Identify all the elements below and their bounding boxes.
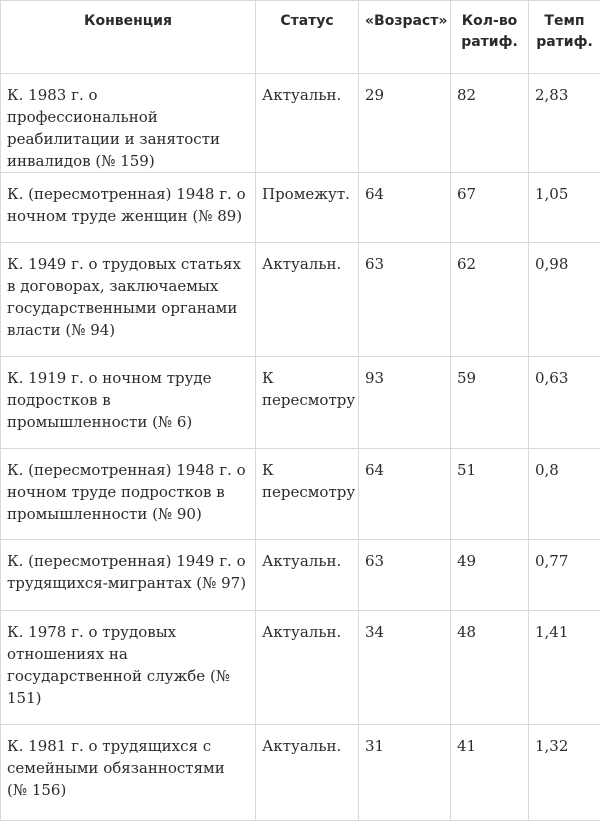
cell-status: Актуальн. [256, 725, 359, 821]
table-row [1, 725, 600, 821]
cell-ratif-rate: 0,63 [529, 357, 600, 449]
cell-convention: К. (пересмотренная) 1949 г. о трудящихся-мигрантах (№ 97) [1, 540, 256, 611]
cell-ratif-count: 41 [451, 725, 529, 821]
cell-ratif-count: 82 [451, 74, 529, 173]
cell-ratif-rate: 1,41 [529, 611, 600, 725]
cell-age: 93 [359, 357, 451, 449]
cell-ratif-count: 49 [451, 540, 529, 611]
cell-status: Актуальн. [256, 611, 359, 725]
table-row [1, 540, 600, 611]
table-row [1, 243, 600, 357]
cell-age: 31 [359, 725, 451, 821]
header-ratif-rate [529, 1, 600, 74]
header-status: Статус [256, 1, 359, 74]
cell-convention: К. 1983 г. о профессиональной реабилитации и занятости инвалидов (№ 159) [1, 74, 256, 173]
cell-age: 63 [359, 243, 451, 357]
cell-status: Актуальн. [256, 74, 359, 173]
header-ratif-count-line1: Кол-во [461, 13, 518, 29]
cell-ratif-rate: 0,77 [529, 540, 600, 611]
cell-ratif-count: 48 [451, 611, 529, 725]
header-ratif-count [451, 1, 529, 74]
header-ratif-count-line2: ратиф. [461, 34, 518, 50]
table-row [1, 449, 600, 540]
cell-age: 29 [359, 74, 451, 173]
cell-status: Актуальн. [256, 540, 359, 611]
cell-status: К пересмотру [256, 357, 359, 449]
cell-age: 64 [359, 173, 451, 243]
cell-age: 34 [359, 611, 451, 725]
header-age: «Возраст» [359, 1, 451, 74]
cell-age: 63 [359, 540, 451, 611]
cell-status: К пересмотру [256, 449, 359, 540]
table-row [1, 74, 600, 173]
cell-convention: К. 1949 г. о трудовых статьях в договорах, заключаемых государственными органами власти (№ 94) [1, 243, 256, 357]
cell-status: Актуальн. [256, 243, 359, 357]
cell-ratif-count: 51 [451, 449, 529, 540]
cell-status: Промежут. [256, 173, 359, 243]
table-header-row [1, 1, 600, 74]
table-row [1, 173, 600, 243]
cell-ratif-rate: 0,98 [529, 243, 600, 357]
cell-ratif-count: 67 [451, 173, 529, 243]
table-row [1, 611, 600, 725]
header-convention: Конвенция [1, 1, 256, 74]
cell-convention: К. (пересмотренная) 1948 г. о ночном труде подростков в промышленности (№ 90) [1, 449, 256, 540]
cell-age: 64 [359, 449, 451, 540]
cell-ratif-count: 62 [451, 243, 529, 357]
table-row [1, 357, 600, 449]
cell-ratif-rate: 1,05 [529, 173, 600, 243]
cell-convention: К. (пересмотренная) 1948 г. о ночном труде женщин (№ 89) [1, 173, 256, 243]
cell-convention: К. 1978 г. о трудовых отношениях на государственной службе (№ 151) [1, 611, 256, 725]
cell-ratif-rate: 1,32 [529, 725, 600, 821]
cell-ratif-count: 59 [451, 357, 529, 449]
header-ratif-rate-line1: Темп [544, 13, 585, 29]
cell-ratif-rate: 0,8 [529, 449, 600, 540]
cell-convention: К. 1919 г. о ночном труде подростков в промышленности (№ 6) [1, 357, 256, 449]
header-ratif-rate-line2: ратиф. [536, 34, 593, 50]
cell-ratif-rate: 2,83 [529, 74, 600, 173]
cell-convention: К. 1981 г. о трудящихся с семейными обязанностями (№ 156) [1, 725, 256, 821]
